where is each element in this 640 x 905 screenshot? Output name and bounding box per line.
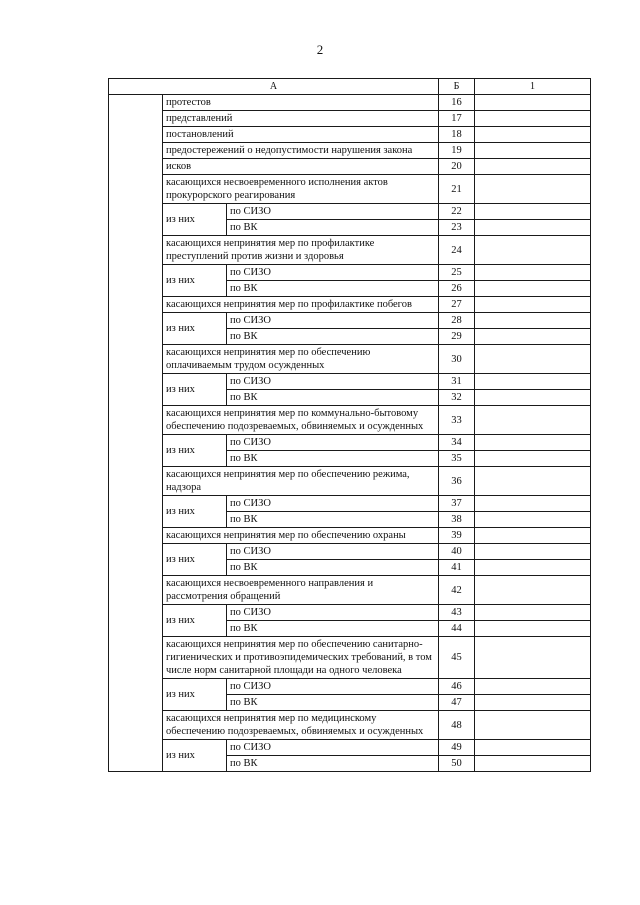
value-cell[interactable] xyxy=(475,621,591,637)
table-row xyxy=(109,576,591,605)
row-code: 44 xyxy=(439,621,475,637)
group-label: из них xyxy=(163,313,227,345)
value-cell[interactable] xyxy=(475,467,591,496)
row-label: касающихся непринятия мер по медицинскому обеспечению подозреваемых, обвиняемых и осужденных xyxy=(163,711,439,740)
row-code: 29 xyxy=(439,329,475,345)
sub-row-label: по ВК xyxy=(227,451,439,467)
sub-row-label: по ВК xyxy=(227,756,439,772)
value-cell[interactable] xyxy=(475,281,591,297)
value-cell[interactable] xyxy=(475,496,591,512)
sub-row-label: по СИЗО xyxy=(227,544,439,560)
value-cell[interactable] xyxy=(475,175,591,204)
header-col-1: 1 xyxy=(475,79,591,95)
value-cell[interactable] xyxy=(475,740,591,756)
row-code: 46 xyxy=(439,679,475,695)
row-code: 36 xyxy=(439,467,475,496)
table-row xyxy=(109,605,591,621)
row-label: касающихся несвоевременного исполнения актов прокурорского реагирования xyxy=(163,175,439,204)
row-code: 26 xyxy=(439,281,475,297)
table-row xyxy=(109,496,591,512)
page-number: 2 xyxy=(316,42,324,57)
row-label: протестов xyxy=(163,95,439,111)
row-code: 47 xyxy=(439,695,475,711)
sub-row-label: по СИЗО xyxy=(227,740,439,756)
value-cell[interactable] xyxy=(475,695,591,711)
row-label: постановлений xyxy=(163,127,439,143)
sub-row-label: по ВК xyxy=(227,281,439,297)
sub-row-label: по ВК xyxy=(227,390,439,406)
row-label: представлений xyxy=(163,111,439,127)
value-cell[interactable] xyxy=(475,374,591,390)
row-code: 39 xyxy=(439,528,475,544)
row-label: касающихся непринятия мер по профилактике преступлений против жизни и здоровья xyxy=(163,236,439,265)
value-cell[interactable] xyxy=(475,637,591,679)
table-row xyxy=(109,374,591,390)
value-cell[interactable] xyxy=(475,95,591,111)
value-cell[interactable] xyxy=(475,345,591,374)
value-cell[interactable] xyxy=(475,236,591,265)
value-cell[interactable] xyxy=(475,297,591,313)
table-row xyxy=(109,297,591,313)
row-code: 18 xyxy=(439,127,475,143)
group-label: из них xyxy=(163,435,227,467)
row-code: 38 xyxy=(439,512,475,528)
table-row xyxy=(109,679,591,695)
header-col-a: А xyxy=(109,79,439,95)
row-code: 20 xyxy=(439,159,475,175)
value-cell[interactable] xyxy=(475,679,591,695)
value-cell[interactable] xyxy=(475,313,591,329)
table-row xyxy=(109,313,591,329)
table-row xyxy=(109,467,591,496)
row-code: 22 xyxy=(439,204,475,220)
row-code: 16 xyxy=(439,95,475,111)
value-cell[interactable] xyxy=(475,435,591,451)
row-code: 43 xyxy=(439,605,475,621)
row-code: 21 xyxy=(439,175,475,204)
blank-left-column xyxy=(109,95,163,772)
row-code: 34 xyxy=(439,435,475,451)
report-form-table xyxy=(108,78,591,772)
value-cell[interactable] xyxy=(475,406,591,435)
sub-row-label: по СИЗО xyxy=(227,265,439,281)
group-label: из них xyxy=(163,265,227,297)
row-label: касающихся непринятия мер по обеспечению охраны xyxy=(163,528,439,544)
sub-row-label: по СИЗО xyxy=(227,605,439,621)
value-cell[interactable] xyxy=(475,390,591,406)
row-code: 32 xyxy=(439,390,475,406)
group-label: из них xyxy=(163,544,227,576)
sub-row-label: по СИЗО xyxy=(227,435,439,451)
table-row xyxy=(109,265,591,281)
value-cell[interactable] xyxy=(475,143,591,159)
row-label: исков xyxy=(163,159,439,175)
row-code: 19 xyxy=(439,143,475,159)
sub-row-label: по ВК xyxy=(227,329,439,345)
sub-row-label: по ВК xyxy=(227,512,439,528)
row-code: 50 xyxy=(439,756,475,772)
row-label: предостережений о недопустимости нарушения закона xyxy=(163,143,439,159)
row-code: 27 xyxy=(439,297,475,313)
row-code: 24 xyxy=(439,236,475,265)
value-cell[interactable] xyxy=(475,127,591,143)
group-label: из них xyxy=(163,374,227,406)
row-label: касающихся непринятия мер по профилактике побегов xyxy=(163,297,439,313)
value-cell[interactable] xyxy=(475,512,591,528)
sub-row-label: по СИЗО xyxy=(227,204,439,220)
sub-row-label: по СИЗО xyxy=(227,313,439,329)
value-cell[interactable] xyxy=(475,560,591,576)
table-row xyxy=(109,637,591,679)
table-row xyxy=(109,544,591,560)
row-label: касающихся непринятия мер по обеспечению режима, надзора xyxy=(163,467,439,496)
row-code: 31 xyxy=(439,374,475,390)
value-cell[interactable] xyxy=(475,451,591,467)
row-label: касающихся непринятия мер по обеспечению санитарно-гигиенических и противоэпидемических требований, в том числе норм санитарной площади на одного человека xyxy=(163,637,439,679)
value-cell[interactable] xyxy=(475,756,591,772)
table-row xyxy=(109,127,591,143)
row-code: 23 xyxy=(439,220,475,236)
row-code: 40 xyxy=(439,544,475,560)
group-label: из них xyxy=(163,679,227,711)
row-label: касающихся непринятия мер по обеспечению оплачиваемым трудом осужденных xyxy=(163,345,439,374)
value-cell[interactable] xyxy=(475,544,591,560)
sub-row-label: по СИЗО xyxy=(227,496,439,512)
group-label: из них xyxy=(163,496,227,528)
table-row xyxy=(109,435,591,451)
row-code: 33 xyxy=(439,406,475,435)
sub-row-label: по СИЗО xyxy=(227,374,439,390)
value-cell[interactable] xyxy=(475,159,591,175)
table-row xyxy=(109,345,591,374)
group-label: из них xyxy=(163,204,227,236)
row-code: 30 xyxy=(439,345,475,374)
value-cell[interactable] xyxy=(475,711,591,740)
row-code: 37 xyxy=(439,496,475,512)
table-row xyxy=(109,143,591,159)
table-row xyxy=(109,236,591,265)
row-label: касающихся несвоевременного направления и рассмотрения обращений xyxy=(163,576,439,605)
table-row xyxy=(109,204,591,220)
table-row xyxy=(109,159,591,175)
value-cell[interactable] xyxy=(475,329,591,345)
header-row xyxy=(109,79,591,95)
table-row xyxy=(109,111,591,127)
row-code: 42 xyxy=(439,576,475,605)
table-row xyxy=(109,95,591,111)
sub-row-label: по ВК xyxy=(227,695,439,711)
row-code: 45 xyxy=(439,637,475,679)
value-cell[interactable] xyxy=(475,605,591,621)
table-row xyxy=(109,528,591,544)
value-cell[interactable] xyxy=(475,204,591,220)
sub-row-label: по ВК xyxy=(227,621,439,637)
row-code: 49 xyxy=(439,740,475,756)
value-cell[interactable] xyxy=(475,576,591,605)
value-cell[interactable] xyxy=(475,220,591,236)
row-code: 35 xyxy=(439,451,475,467)
table-row xyxy=(109,406,591,435)
sub-row-label: по СИЗО xyxy=(227,679,439,695)
row-code: 17 xyxy=(439,111,475,127)
row-code: 28 xyxy=(439,313,475,329)
group-label: из них xyxy=(163,605,227,637)
sub-row-label: по ВК xyxy=(227,560,439,576)
value-cell[interactable] xyxy=(475,265,591,281)
row-label: касающихся непринятия мер по коммунально-бытовому обеспечению подозреваемых, обвиняемых и осужденных xyxy=(163,406,439,435)
row-code: 41 xyxy=(439,560,475,576)
table-row xyxy=(109,711,591,740)
table-row xyxy=(109,175,591,204)
report-form-body xyxy=(109,79,591,772)
table-row xyxy=(109,740,591,756)
row-code: 25 xyxy=(439,265,475,281)
header-col-b: Б xyxy=(439,79,475,95)
group-label: из них xyxy=(163,740,227,772)
value-cell[interactable] xyxy=(475,528,591,544)
sub-row-label: по ВК xyxy=(227,220,439,236)
row-code: 48 xyxy=(439,711,475,740)
value-cell[interactable] xyxy=(475,111,591,127)
